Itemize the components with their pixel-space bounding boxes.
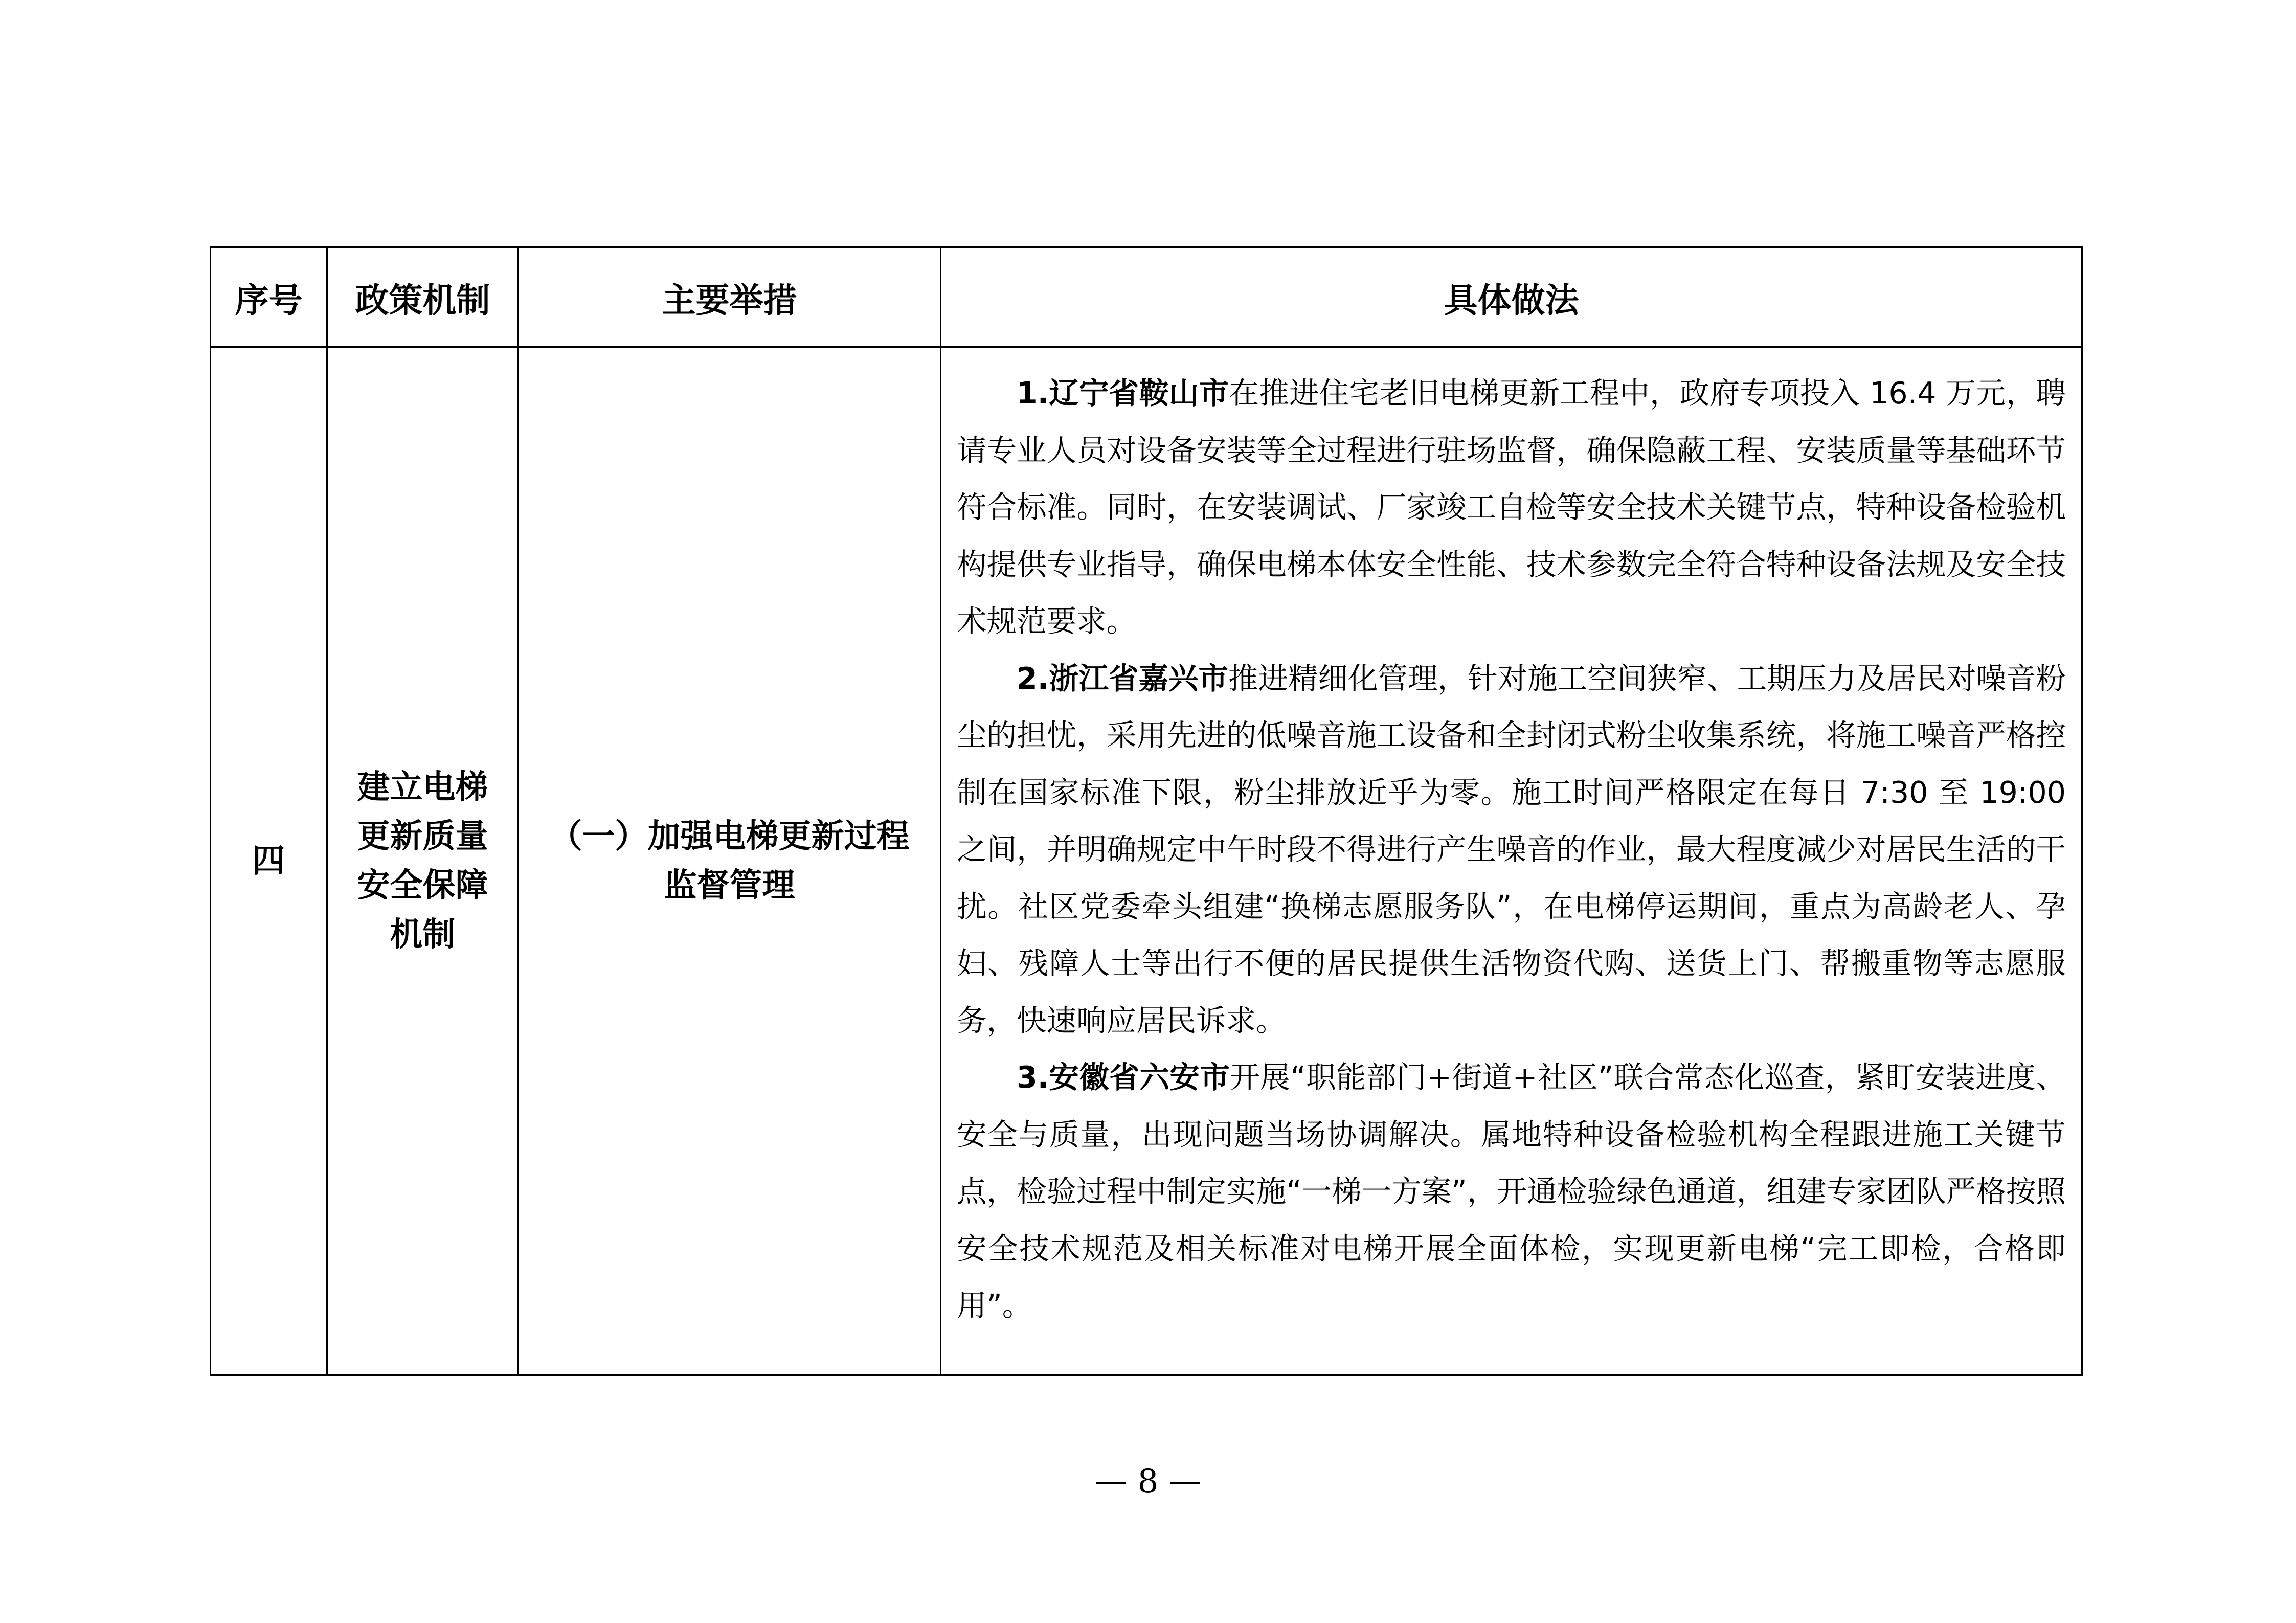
mechanism-cell [327,347,519,1376]
header-measure: 主要举措 [519,247,941,347]
header-number: 序号 [211,247,327,347]
practice-item-3 [957,1049,2066,1335]
practice-item-lead: 1.辽宁省鞍山市 [1017,376,1229,411]
mechanism-line: 机制 [390,916,456,954]
practice-item-text: 推进精细化管理，针对施工空间狭窄、工期压力及居民对噪音粉尘的担忧，采用先进的低噪音施工设备和全封闭式粉尘收集系统，将施工噪音严格控制在国家标准下限，粉尘排放近乎为零。施工时间严格限定在每日 7:30 至 19:00 之间，并明确规定中午时段不得进行产生噪音的作业，最大程度减少对居民生活的干扰。社区党委牵头组建“换梯志愿服务队”，在电梯停运期间，重点为高龄老人、孕妇、残障人士等出行不便的居民提供生活物资代购、送货上门、帮搬重物等志愿服务，快速响应居民诉求。 [957,661,2066,1038]
practice-item-text: 在推进住宅老旧电梯更新工程中，政府专项投入 16.4 万元，聘请专业人员对设备安装等全过程进行驻场监督，确保隐蔽工程、安装质量等基础环节符合标准。同时，在安装调试、厂家竣工自检等安全技术关键节点，特种设备检验机构提供专业指导，确保电梯本体安全性能、技术参数完全符合特种设备法规及安全技术规范要求。 [957,376,2066,639]
header-practice: 具体做法 [941,247,2082,347]
mechanism-line: 安全保障 [357,867,488,905]
practice-cell [941,347,2082,1376]
page-number: — 8 — [1094,1462,1202,1500]
practice-item-lead: 3.安徽省六安市 [1017,1060,1230,1095]
mechanism-line: 更新质量 [357,818,488,855]
row-number: 四 [211,347,327,1376]
policy-table [210,246,2083,1376]
header-row [211,247,2082,347]
practice-item-2 [957,650,2066,1050]
measure-line: （一）加强电梯更新过程 [549,818,910,855]
mechanism-line: 建立电梯 [357,769,488,806]
measure-line: 监督管理 [664,867,795,905]
measure-cell [519,347,941,1376]
table-row [211,347,2082,1376]
practice-item-text: 开展“职能部门+街道+社区”联合常态化巡查，紧盯安装进度、安全与质量，出现问题当场协调解决。属地特种设备检验机构全程跟进施工关键节点，检验过程中制定实施“一梯一方案”，开通检验绿色通道，组建专家团队严格按照安全技术规范及相关标准对电梯开展全面体检，实现更新电梯“完工即检，合格即用”。 [957,1060,2066,1323]
practice-item-lead: 2.浙江省嘉兴市 [1017,661,1228,696]
practice-item-1 [957,365,2066,650]
header-mechanism: 政策机制 [327,247,519,347]
